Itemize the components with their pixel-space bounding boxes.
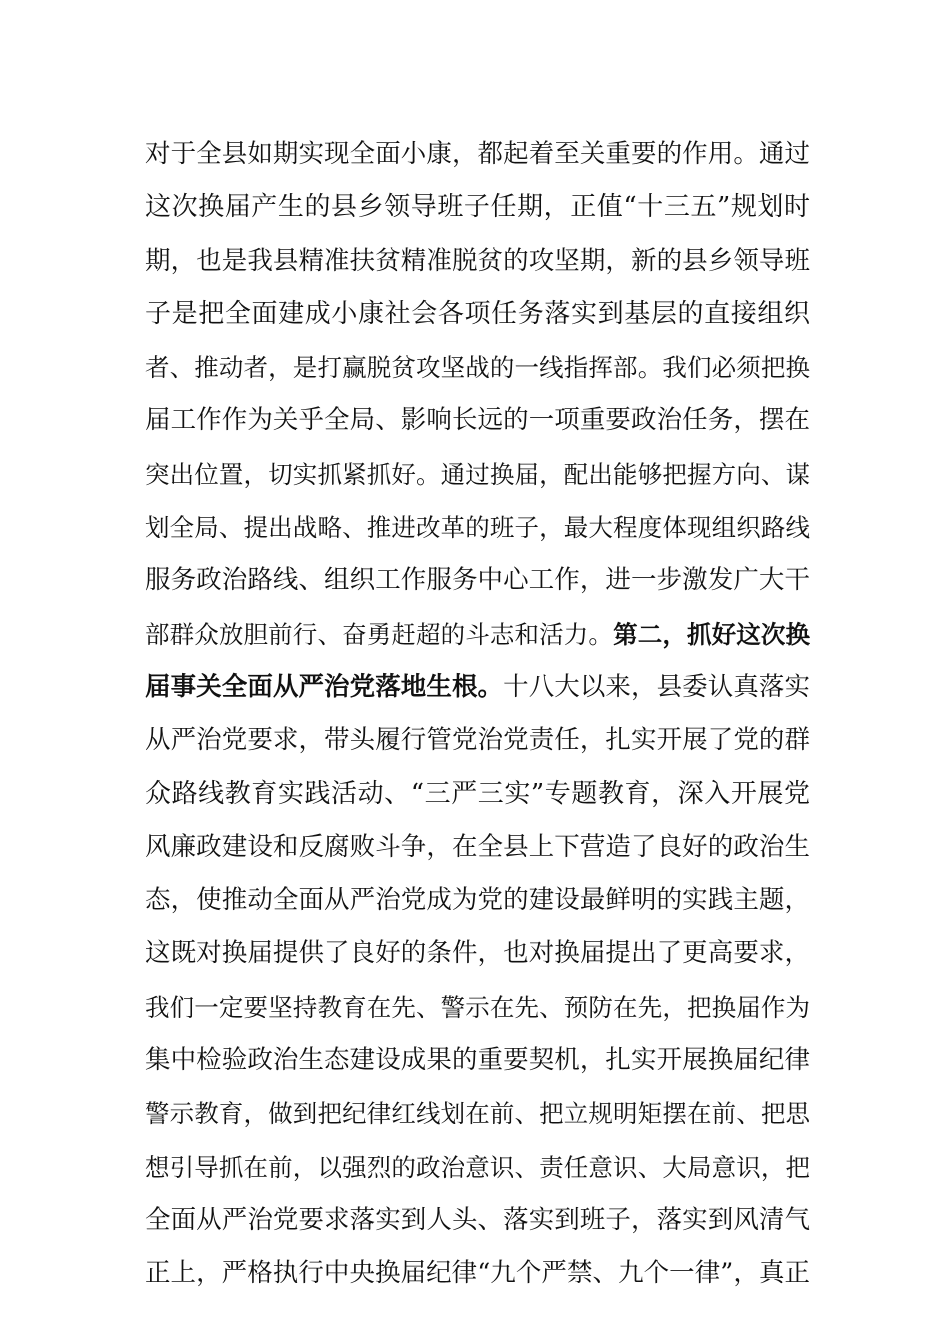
text-line: [145, 235, 810, 288]
text-line: [145, 448, 810, 501]
text-segment: 划全局、提出战略、推进改革的班子，最大程度体现组织路线: [145, 513, 810, 543]
text-segment: 部群众放胆前行、奋勇赶超的斗志和活力。: [145, 619, 614, 649]
text-segment: 这次换届产生的县乡领导班子任期，正值“十三五”规划时: [145, 192, 810, 223]
text-line: [145, 768, 810, 821]
text-segment: 警示教育，做到把纪律红线划在前、把立规明矩摆在前、把思: [145, 1099, 810, 1129]
text-line: [145, 554, 810, 607]
text-segment: 届工作作为关乎全局、影响长远的一项重要政治任务，摆在: [145, 405, 810, 436]
text-segment: 集中检验政治生态建设成果的重要契机，扎实开展换届纪律: [145, 1045, 810, 1076]
text-segment: 从严治党要求，带头履行管党治党责任，扎实开展了党的群: [145, 725, 810, 756]
text-line: [145, 981, 810, 1034]
text-line: [145, 1141, 810, 1194]
text-segment: 期，也是我县精准扶贫精准脱贫的攻坚期，新的县乡领导班: [145, 245, 810, 276]
text-line: [145, 181, 810, 234]
text-segment: 这既对换届提供了良好的条件，也对换届提出了更高要求，: [145, 938, 810, 969]
text-segment: 全面从严治党要求落实到人头、落实到班子，落实到风清气: [145, 1204, 810, 1235]
text-line: [145, 1194, 810, 1247]
section-heading-end: 届事关全面从严治党落地生根。: [145, 671, 504, 702]
text-segment: 十八大以来，县委认真落实: [503, 671, 810, 702]
text-line: [145, 1087, 810, 1140]
text-line: [145, 128, 810, 181]
section-heading-start: 第二，抓好这次换: [613, 619, 810, 649]
text-line: [145, 1034, 810, 1087]
text-line: [145, 341, 810, 394]
text-segment: 者、推动者，是打赢脱贫攻坚战的一线指挥部。我们必须把换: [145, 353, 810, 383]
text-line: [145, 821, 810, 874]
text-segment: 众路线教育实践活动、“三严三实”专题教育，深入开展党: [145, 778, 810, 809]
text-line: [145, 394, 810, 447]
text-line: [145, 288, 810, 341]
text-line: [145, 1247, 810, 1300]
text-segment: 对于全县如期实现全面小康，都起着至关重要的作用。通过: [145, 139, 810, 169]
text-line: [145, 874, 810, 927]
text-line: [145, 661, 810, 714]
text-line: [145, 608, 810, 661]
text-line: [145, 927, 810, 980]
text-segment: 我们一定要坚持教育在先、警示在先、预防在先，把换届作为: [145, 992, 810, 1022]
text-line: [145, 501, 810, 554]
text-segment: 正上，严格执行中央换届纪律“九个严禁、九个一律”，真正: [145, 1258, 810, 1289]
text-segment: 服务政治路线、组织工作服务中心工作，进一步激发广大干: [145, 565, 810, 596]
document-body: [145, 128, 810, 1301]
text-segment: 想引导抓在前，以强烈的政治意识、责任意识、大局意识，把: [145, 1152, 810, 1182]
text-segment: 风廉政建设和反腐败斗争，在全县上下营造了良好的政治生: [145, 831, 810, 862]
text-segment: 突出位置，切实抓紧抓好。通过换届，配出能够把握方向、谋: [145, 459, 810, 489]
text-line: [145, 714, 810, 767]
text-segment: 态，使推动全面从严治党成为党的建设最鲜明的实践主题，: [145, 885, 810, 916]
text-segment: 子是把全面建成小康社会各项任务落实到基层的直接组织: [145, 298, 810, 329]
